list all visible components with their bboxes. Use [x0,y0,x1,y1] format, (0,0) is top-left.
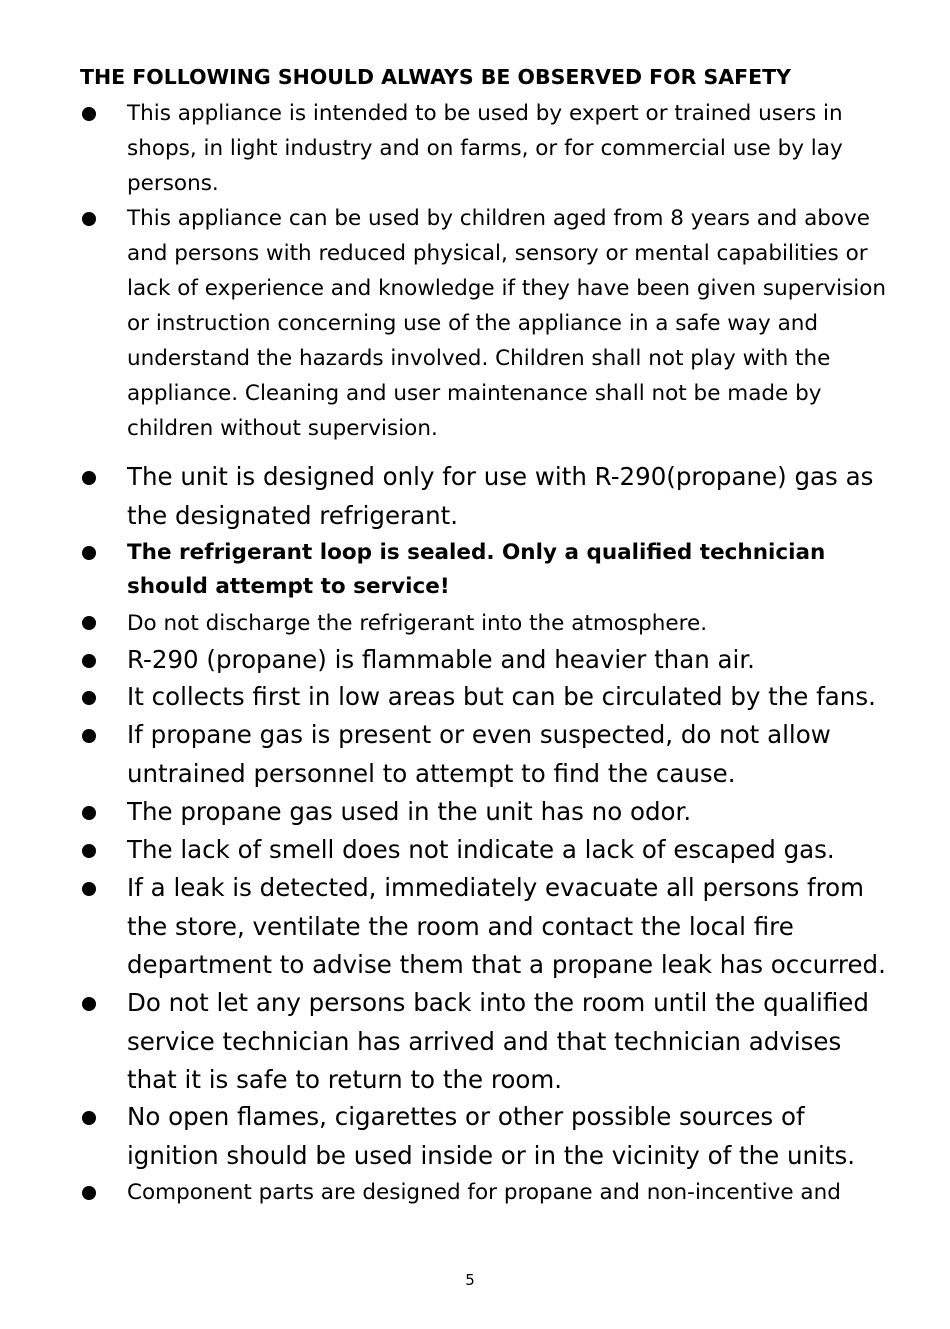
bullet-icon [82,212,96,226]
bullet-icon [82,997,96,1011]
bullet-icon [82,882,96,896]
bullet-icon [82,806,96,820]
page-number: 5 [465,1271,475,1289]
list-item-text: The lack of smell does not indicate a lack of escaped gas. [127,835,835,864]
list-item-text: The unit is designed only for use with R-290(propane) gas as the designated refrigerant. [127,462,874,530]
list-item-text: No open flames, cigarettes or other possible sources of ignition should be used inside or in the vicinity of the units. [127,1102,856,1170]
bullet-icon [82,471,96,485]
bullet-icon [82,654,96,668]
list-item-text: It collects first in low areas but can be circulated by the fans. [127,682,876,711]
list-item-text: If a leak is detected, immediately evacuate all persons from the store, ventilate the room and contact the local fire department to advise them that a propane leak has occurred. [127,873,886,979]
bullet-icon [82,616,96,630]
bullet-icon [82,844,96,858]
safety-heading: THE FOLLOWING SHOULD ALWAYS BE OBSERVED FOR SAFETY [80,65,791,89]
list-item-text: Do not let any persons back into the room until the qualified service technician has arrived and that technician advises that it is safe to return to the room. [127,988,869,1094]
list-item-text: Component parts are designed for propane and non-incentive and [127,1180,841,1205]
list-item-text: The refrigerant loop is sealed. Only a qualified technician should attempt to service! [127,540,826,599]
bullet-icon [82,107,96,121]
list-item-text: This appliance is intended to be used by expert or trained users in shops, in light industry and on farms, or for commercial use by lay persons. [127,101,843,196]
list-item-text: This appliance can be used by children aged from 8 years and above and persons with reduced physical, sensory or mental capabilities or lack of experience and knowledge if they have been given supervision or instruction concerning use of the appliance in a safe way and understand the hazards involved. Children shall not play with the appliance. Cleaning and user maintenance shall not be made by children without supervision. [127,206,887,441]
list-item-text: The propane gas used in the unit has no odor. [127,797,692,826]
bullet-icon [82,729,96,743]
list-item-text: R-290 (propane) is flammable and heavier than air. [127,645,755,674]
bullet-icon [82,691,96,705]
bullet-icon [82,546,96,560]
list-item-text: If propane gas is present or even suspected, do not allow untrained personnel to attempt to find the cause. [127,720,831,788]
bullet-icon [82,1111,96,1125]
list-item-text: Do not discharge the refrigerant into the atmosphere. [127,611,708,636]
bullet-icon [82,1186,96,1200]
